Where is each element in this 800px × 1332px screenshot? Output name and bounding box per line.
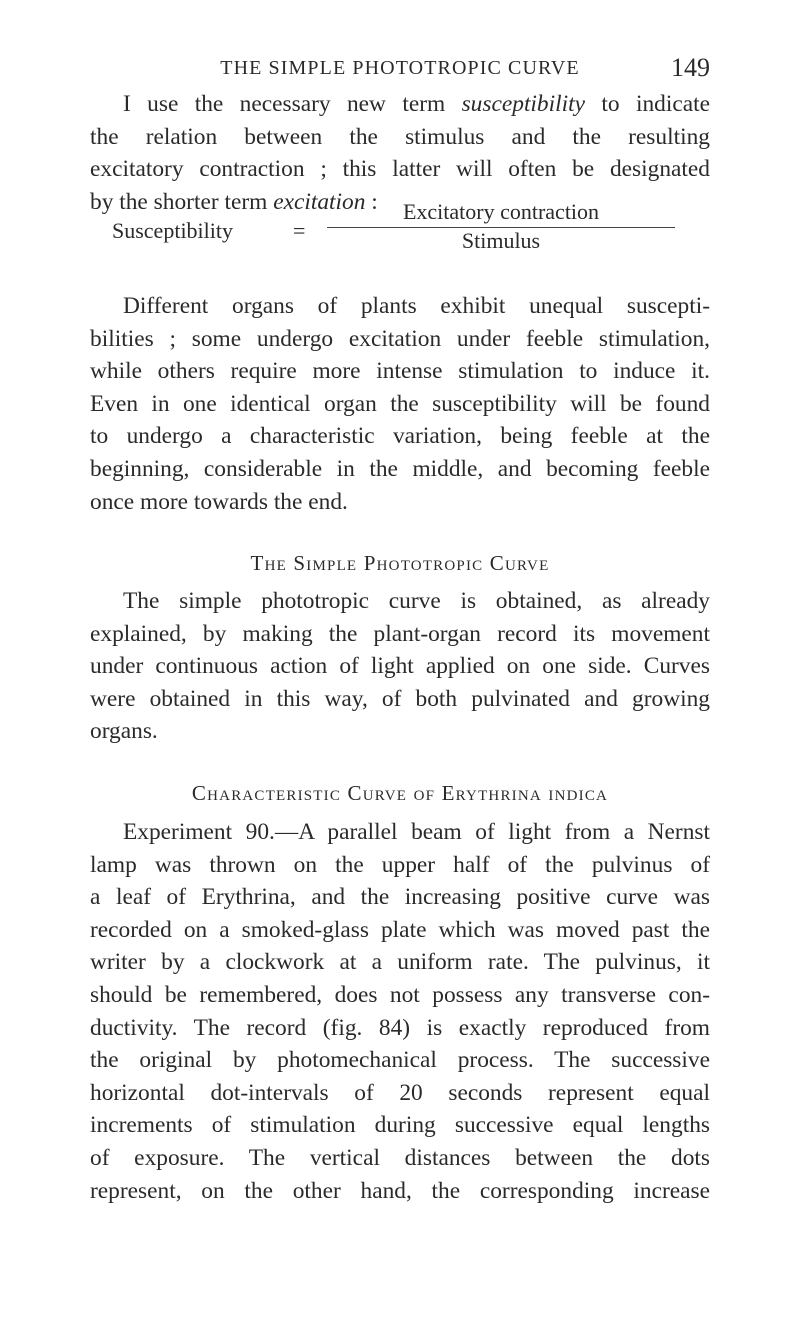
text-line: ductivity. The record (fig. 84) is exactly reproduced from bbox=[90, 1014, 710, 1041]
text-line: a leaf of Erythrina, and the increasing positive curve was bbox=[90, 884, 710, 911]
text-line: Even in one identical organ the susceptibility will be found bbox=[90, 390, 710, 417]
fraction-denominator: Stimulus bbox=[461, 228, 541, 253]
paragraph-susceptibilities bbox=[90, 290, 710, 518]
text-line: of exposure. The vertical distances between the dots bbox=[90, 1144, 710, 1171]
text-line: the relation between the stimulus and the resulting bbox=[90, 123, 710, 150]
paragraph-experiment-90 bbox=[90, 816, 710, 1207]
term-excitation: excitation bbox=[273, 188, 366, 215]
text-line: while others require more intense stimulation to induce it. bbox=[90, 358, 710, 385]
running-head bbox=[90, 52, 710, 84]
text-line: Different organs of plants exhibit unequal suscepti- bbox=[123, 293, 710, 319]
text-line: increments of stimulation during successive equal lengths bbox=[90, 1112, 710, 1139]
section-heading-simple-phototropic-curve: The Simple Phototropic Curve bbox=[250, 551, 550, 575]
fraction-numerator: Excitatory contraction bbox=[402, 199, 600, 224]
text-line: excitatory contraction ; this latter will often be designated bbox=[90, 156, 710, 183]
text-line: represent, on the other hand, the corresponding increase bbox=[90, 1177, 710, 1204]
text-line: horizontal dot-intervals of 20 seconds represent equal bbox=[90, 1079, 710, 1106]
text-line: The simple phototropic curve is obtained, as already bbox=[123, 588, 710, 614]
section-heading-erythrina: Characteristic Curve of Erythrina indica bbox=[191, 781, 609, 805]
page-number: 149 bbox=[671, 53, 710, 82]
text-line: recorded on a smoked-glass plate which was moved past the bbox=[90, 916, 710, 943]
text-line: Experiment 90.—A parallel beam of light from a Nernst bbox=[123, 819, 710, 845]
text-line: the original by photomechanical process. The successive bbox=[90, 1047, 710, 1074]
term-susceptibility: susceptibility bbox=[461, 91, 586, 117]
text-line: beginning, considerable in the middle, and becoming feeble bbox=[90, 455, 710, 482]
equation-lhs: Susceptibility bbox=[112, 218, 233, 243]
text-line: explained, by making the plant-organ record its movement bbox=[90, 620, 710, 647]
paragraph-phototropic-curve bbox=[90, 585, 710, 748]
text-line: to undergo a characteristic variation, being feeble at the bbox=[90, 423, 710, 450]
text-line: writer by a clockwork at a uniform rate. The pulvinus, it bbox=[90, 949, 710, 976]
susceptibility-equation bbox=[112, 198, 672, 268]
running-title: THE SIMPLE PHOTOTROPIC CURVE bbox=[220, 57, 580, 79]
text-line: by the shorter term excitation : bbox=[90, 188, 378, 215]
text-line: were obtained in this way, of both pulvinated and growing bbox=[90, 685, 710, 712]
text-line: once more towards the end. bbox=[90, 488, 348, 515]
text-line: I use the necessary new term susceptibility to indicate bbox=[123, 91, 710, 117]
text-line: bilities ; some undergo excitation under feeble stimulation, bbox=[90, 325, 710, 352]
text-line: should be remembered, does not possess any transverse con- bbox=[90, 981, 710, 1008]
equals-sign: = bbox=[293, 218, 306, 243]
equation-fraction bbox=[321, 198, 681, 254]
text-line: under continuous action of light applied on one side. Curves bbox=[90, 653, 710, 680]
text-line: lamp was thrown on the upper half of the pulvinus of bbox=[90, 851, 710, 878]
text-line: organs. bbox=[90, 718, 158, 745]
